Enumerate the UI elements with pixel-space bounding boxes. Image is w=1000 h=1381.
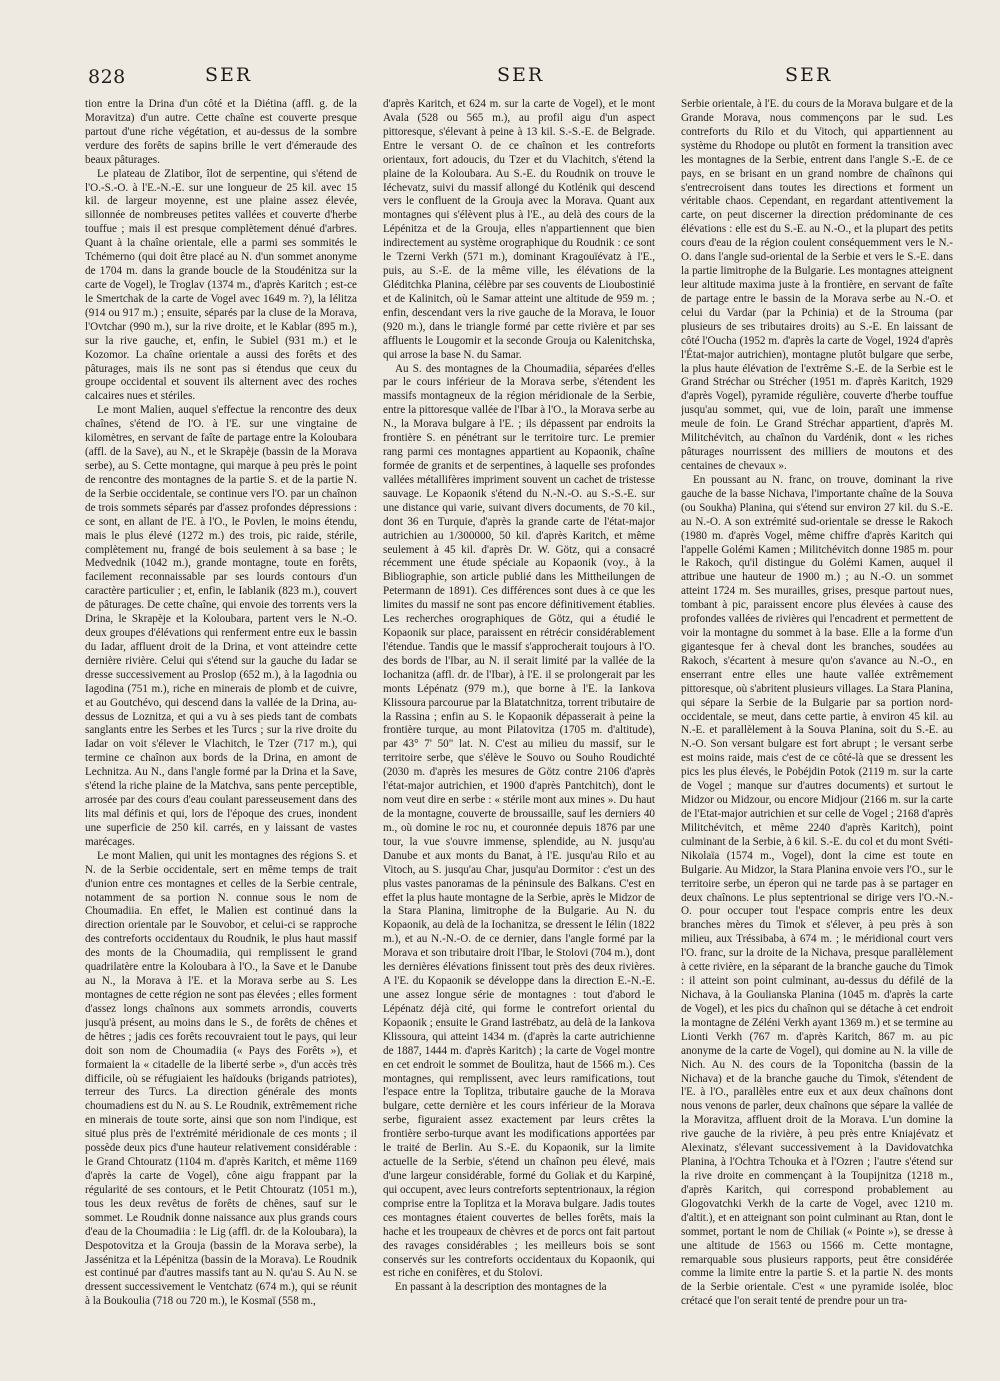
paragraph: Le mont Malien, auquel s'effectue la rencontre des deux chaînes, s'étend de l'O. à l'E. sur une vingtaine de kilomètres, en servant de faîte de partage entre la Koloubara (affl. de la Save), au N., et le Skrapèje (bassin de la Morava serbe), au S. Cette montagne, qui marque à peu près le point de rencontre des montagnes de la partie S. et de la partie N. de la Serbie occidentale, se continue vers l'O. par un chaînon de trois sommets séparés par d'assez profondes dépressions : ce sont, en allant de l'E. à l'O., le Povlen, le moins étendu, mais le plus élevé (1272 m.) des trois, pic raide, stérile, complètement nu, frangé de bois seulement à sa base ; le Medvednik (1042 m.), grande montagne, toute en forêts, facilement reconnaissable par ses lourds contours d'un caractère particulier ; et, enfin, le Iablanik (823 m.), couvert de pâturages. De cette chaîne, qui envoie des torrents vers la Drina, le Skrapèje et la Koloubara, partent vers le N.-O. deux groupes d'élévations qui renferment entre eux le bassin du Iadar, affluent droit de la Drina, et vont atteindre cette dernière rivière. Celui qui s'étend sur la gauche du Iadar se dresse successivement au Proslop (652 m.), à la Iagodnia ou Iagodina (751 m.), riche en minerais de plomb et de cuivre, et au Goutchévo, qui descend dans la vallée de la Drina, au-dessus de Loznitza, et qui a vu à ses pieds tant de combats sanglants entre les Serbes et les Turcs ; sur la rive droite du Iadar on voit s'élever le Vlachitch, le Tzer (717 m.), qui termine ce chaînon aux bords de la Drina, en amont de Lechnitza. Au N., dans l'angle formé par la Drina et la Save, s'étend la riche plaine de la Matchva, sans pente perceptible, arrosée par des cours d'eau coulant paresseusement dans des lits mal définis et qui, lors de l'époque des crues, inondent une superficie de 250 kil. carrés, en y laissant de vastes marécages. xyxy=(85,404,357,848)
paragraph: d'après Karitch, et 624 m. sur la carte de Vogel), et le mont Avala (528 ou 565 m.), au profil aigu d'un aspect pittoresque, s'élevant à peine à 13 kil. S.-S.-E. de Belgrade. Entre le versant O. de ce chaînon et les contreforts orientaux, fort adoucis, du Tzer et du Vlachitch, s'étend la plaine de la Koloubara. Au S.-E. du Roudnik on trouve le Iéchevatz, suivi du massif allongé du Kotlénik qui descend vers le confluent de la Grouja avec la Morava. Quant aux montagnes qui s'élèvent plus à l'E., au delà des cours de la Lépénitza et de la Grouja, elles n'appartiennent que bien indirectement au système orographique du Roudnik : ce sont le Tzerni Verkh (571 m.), dominant Kragouïévatz à l'E., puis, au S.-E. de la même ville, les élévations de la Gléditchka Planina, célèbre par ses couvents de Lioubostinié et de Kalinitch, où le Samar atteint une altitude de 959 m. ; enfin, descendant vers la rive gauche de la Morava, le Iouor (920 m.), dans le triangle formé par cette rivière et par ses affluents le Lougomir et la seconde Grouja ou Kalenitchska, qui arrose la base N. du Samar. xyxy=(383,98,655,361)
column-3 xyxy=(681,98,953,1363)
paragraph: Au S. des montagnes de la Choumadiia, séparées d'elles par le cours inférieur de la Morava serbe, s'étendent les massifs montagneux de la région méridionale de la Serbie, entre la pittoresque vallée de l'Ibar à l'O., la Morava serbe au N., la Morava bulgare à l'E. ; ils dépassent par endroits la frontière S. en pénétrant sur le territoire turc. Le premier rang parmi ces montagnes appartient au Kopaonik, chaîne formée de granits et de serpentines, à laquelle ses profondes vallées métallifères impriment souvent un cachet de tristesse sauvage. Le Kopaonik s'étend du N.-N.-O. au S.-S.-E. sur une distance qui varie, suivant divers documents, de 70 kil., dont 36 en Turquie, d'après la grande carte de l'état-major autrichien au 1/300000, 50 kil. d'après Karitch, et même seulement à 45 kil. d'après Dr. W. Götz, qui a consacré récemment une étude spéciale au Kopaonik (voy., à la Bibliographie, son article publié dans les Mittheilungen de Petermann de 1891). Ces différences sont dues à ce que les limites du massif ne sont pas encore définitivement établies. Les recherches orographiques de Götz, qui a étudié le Kopaonik sur place, paraissent en rétrécir considérablement l'étendue. Tandis que le massif s'approcherait toujours à l'O. des bords de l'Ibar, au N. il serait limité par la vallée de la Iochanitza (affl. dr. de l'Ibar), à l'E. il se prolongerait par les monts Lépénatz (979 m.), que borne à l'E. la Iankova Klissoura parcourue par la Blatatchnitza, torrent tributaire de la Rassina ; enfin au S. le Kopaonik dépasserait à peine la frontière turque, au mont Pilatovitza (1705 m. d'altitude), par 43° 7' 50" lat. N. C'est au milieu du massif, sur le territoire serbe, que s'élève le Souvo ou Souho Roudichté (2030 m. d'après les mesures de Götz contre 2106 d'après l'état-major autrichien, et 1900 d'après Pantchitch), dont le nom veut dire en serbe : « stérile mont aux mines ». Du haut de la montagne, couverte de broussaille, sauf les derniers 40 m., où domine le roc nu, et couronnée depuis 1876 par une tour, la vue s'ouvre immense, splendide, au N. jusqu'au Danube et aux monts du Banat, à l'E. jusqu'au Rilo et au Vitoch, au S. jusqu'au Char, jusqu'au Dormitor : c'est un des plus vastes panoramas de la péninsule des Balkans. C'est en effet la plus haute montagne de la Serbie, après le Midzor de la Stara Planina, limitrophe de la Bulgarie. Au N. du Kopaonik, au delà de la Iochanitza, se dressent le Iélin (1822 m.), et au N.-N.-O. de ce dernier, dans l'angle formé par la Morava et son tributaire droit l'Ibar, le Stolovi (704 m.), dont les dernières élévations finissent tout près des deux rivières. A l'E. du Kopaonik se développe dans la direction E.-N.-E. une assez longue série de montagnes : tout d'abord le Lépénatz déjà cité, qui forme le contrefort oriental du Kopaonik ; ensuite le Grand Iastrébatz, au delà de la Iankova Klissoura, qui atteint 1434 m. (d'après la carte autrichienne de 1887, 1444 m. d'après Karitch) ; la carte de Vogel montre en cet endroit le sommet de Boulitza, haut de 1566 m.). Ces montagnes, qui remplissent, avec leurs ramifications, tout l'espace entre la Toplitza, tributaire gauche de la Morava bulgare, cette dernière et les cours inférieur de la Morava serbe, figuraient assez exactement par leurs crêtes la frontière serbo-turque avant les modifications apportées par le traité de Berlin. Au S.-E. du Kopaonik, sur la limite actuelle de la Serbie, s'étend un chaînon peu élevé, mais d'une largeur considérable, formé du Goliak et du Karpiné, qui occupent, avec leurs contreforts septentrionaux, la région comprise entre la Toplitza et la Morava bulgare. Jadis toutes ces montagnes étaient couvertes de belles forêts, mais la hache et les troupeaux de chèvres et de porcs ont fait partout des ravages considérables ; les meilleurs bois se sont conservés sur les contreforts occidentaux du Kopaonik, qui est riche en conifères, et du Stolovi. xyxy=(383,362,655,1280)
paragraph: Serbie orientale, à l'E. du cours de la Morava bulgare et de la Grande Morava, nous commençons par le sud. Les contreforts du Rilo et du Vitoch, qui appartiennent au système du Rhodope ou plutôt en forment la transition avec les montagnes de la Serbie, entrent dans l'angle S.-E. de ce pays, en se brisant en un grand nombre de chaînons qui s'entrecroisent dans toutes les directions et forment un véritable chaos. Cependant, en regardant attentivement la carte, on peut discerner la direction prédominante de ces élévations : elle est du S.-E. au N.-O., et la plupart des petits cours d'eau de la région coulent conséquemment vers le N.-O. dans l'angle sud-oriental de la Serbie et vers le S.-E. dans la partie limitrophe de la Bulgarie. Les montagnes atteignent leur altitude maxima juste à la frontière, en servant de faîte de partage entre le bassin de la Morava serbe au N.-O. et celui du Vardar (par la Pchinia) et de la Strouma (par plusieurs de ses tributaires droits) au S.-E. En laissant de côté l'Oucha (1952 m. d'après la carte de Vogel, 1924 d'après l'État-major autrichien), montagne plutôt bulgare que serbe, la plus haute élévation de l'extrême S.-E. de la Serbie est le Grand Stréchar ou Strécher (1951 m. d'après Karitch, 1929 d'après Vogel), pyramide régulière, couverte d'herbe touffue jusqu'au sommet, qui, vue de loin, paraît une immense meule de foin. Le Grand Stréchar appartient, d'après M. Militchévitch, au chaînon du Vardénik, dont « les riches pâturages nourrissent des milliers de moutons et des centaines de chevaux ». xyxy=(681,98,953,472)
running-head-right: SER xyxy=(785,64,833,86)
paragraph: En poussant au N. franc, on trouve, dominant la rive gauche de la basse Nichava, l'importante chaîne de la Souva (ou Soukha) Planina, qui s'étend sur environ 27 kil. du S.-E. au N.-O. A son extrémité sud-orientale se dresse le Rakoch (1980 m. d'après Vogel, même chiffre d'après Karitch qui l'appelle Golémi Kamen ; Militchévitch donne 1985 m. pour le Rakoch, qu'il distingue du Golémi Kamen, auquel il attribue une hauteur de 1900 m.) ; au N.-O. un sommet atteint 1724 m. Ses murailles, grises, presque partout nues, tombant à pic, paraissent encore plus élevées à cause des profondes vallées de rivières qui l'encadrent et permettent de voir la montagne du sommet à la base. Elle a la forme d'un gigantesque fer à cheval dont les branches, soudées au Rakoch, s'écartent à mesure qu'on s'avance au N.-O., en enserrant entre elles une haute vallée extrêmement pittoresque, où s'abritent plusieurs villages. La Stara Planina, qui sépare la Serbie de la Bulgarie par sa portion nord-occidentale, se meut, dans cette partie, à environ 45 kil. au N.-E. et parallèlement à la Souva Planina, soit du S.-E. au N.-O. Son versant bulgare est fort abrupt ; le versant serbe est moins raide, mais c'est de ce côté-là que se dressent les pics les plus élevés, le Pobéjdin Potok (2119 m. sur la carte de Vogel ; manque sur d'autres documents) et surtout le Midzor ou Midzour, ou encore Midjour (2166 m. sur la carte de l'Etat-major autrichien et sur celle de Vogel ; 2168 d'après Militchévitch, et même 2240 d'après Karitch), point culminant de la Serbie, à 6 kil. S.-E. du col et du mont Svéti-Nikolaïa (1574 m., Vogel), dont la cime est toute en Bulgarie. Au Midzor, la Stara Planina envoie vers l'O., sur le territoire serbe, un éperon qui ne tarde pas à se partager en deux chaînons. Le plus septentrional se dirige vers l'O.-N.-O. pour occuper tout l'espace compris entre les deux branches mères du Timok et s'élever, à peu près à son milieu, aux Tréssibaba, à 674 m. ; le méridional court vers l'O. franc, sur la droite de la Nichava, presque parallèlement à cette rivière, en la séparant de la branche gauche du Timok : il atteint son point culminant, au-dessus du défilé de la Nichava, à la Goulianska Planina (1045 m. d'après la carte de Vogel), et les pics du chaînon qui se détache à cet endroit la montagne de Zéléni Verkh ayant 1369 m.) et se termine au Lionti Verkh (767 m. d'après Karitch, 867 m. au pic anonyme de la carte de Vogel), qui domine au N. la ville de Nich. Au N. des cours de la Toponitcha (bassin de la Nichava) et de la branche gauche du Timok, s'étendent de l'E. à l'O., parallèles entre eux et aux deux chaînons dont nous venons de parler, deux chaînons que sépare la vallée de la Moravitza, affluent droit de la Morava. L'un domine la rive gauche de la rivière, à peu près entre Kniajévatz et Alexinatz, s'élevant successivement à la Davidovatchka Planina, à l'Ochtra Tchouka et à l'Ozren ; l'autre s'étend sur la rive droite en commençant à la Toupijnitza (1218 m., d'après Karitch, qui correspond probablement au Glogovatchki Verkh de la carte de Vogel, avec 1210 m. d'altit.), et en atteignant son point culminant au Rtan, dont le sommet, portant le nom de Chiliak (« Pointe »), se dresse à une altitude de 1563 ou 1566 m. Cette montagne, remarquable sous plusieurs rapports, peut être considérée comme la limite entre la partie S. et la partie N. des monts de la Serbie orientale. C'est « une pyramide isolée, bloc crétacé que l'on serait tenté de prendre pour un tra- xyxy=(681,473,953,1308)
paragraph: Le mont Malien, qui unit les montagnes des régions S. et N. de la Serbie occidentale, sert en même temps de trait d'union entre ces montagnes et celles de la Serbie centrale, notamment de sa portion N. connue sous le nom de Choumadiia. En effet, le Malien est continué dans la direction orientale par le Souvobor, et celui-ci se rapproche des contreforts occidentaux du Roudnik, le plus haut massif des monts de la Choumadiia, qui remplissent le grand quadrilatère entre la Koloubara à l'O., la Save et le Danube au N., la Morava à l'E. et la Morava serbe au S. Les montagnes de cette région ne sont pas élevées ; elles forment d'assez longs chaînons aux sommets arrondis, couverts jusqu'à présent, au moins dans le S., de forêts de chênes et de hêtres ; jadis ces forêts recouvraient tout le pays, qui leur doit son nom de Choumadiia (« Pays des Forêts »), et formaient la « citadelle de la liberté serbe », d'un accès très difficile, où se réfugiaient les haïdouks (brigands patriotes), terreur des Turcs. La direction générale des monts choumadiens est du N. au S. Le Roudnik, extrêmement riche en minerais de toute sorte, ainsi que son nom l'indique, est situé plus près de l'extrémité méridionale de ces monts ; il possède deux pics d'une hauteur relativement considérable : le Grand Chtouratz (1104 m. d'après Karitch, et même 1169 d'après la carte de Vogel), cône aigu frappant par la régularité de ses contours, et le Petit Chtouratz (1051 m.), tous les deux revêtus de forêts de chênes, sauf sur le sommet. Le Roudnik donne naissance aux plus grands cours d'eau de la Choumadiia : le Lig (affl. dr. de la Koloubara), la Despotovitza et la Grouja (bassin de la Morava serbe), la Jassénitza et la Lépénitza (bassin de la Morava). Le Roudnik est continué par d'autres massifs tant au N. qu'au S. Au N. se dressent successivement le Ventchatz (674 m.), qui se réunit à la Boukoulia (718 ou 720 m.), le Kosmaï (558 m., xyxy=(85,849,357,1308)
running-head-center: SER xyxy=(497,64,545,86)
text-columns xyxy=(85,98,953,1363)
paragraph: Le plateau de Zlatibor, îlot de serpentine, qui s'étend de l'O.-S.-O. à l'E.-N.-E. sur une longueur de 25 kil. avec 15 kil. de largeur moyenne, est une plaine assez élevée, sillonnée de nombreuses petites vallées et couverte d'herbe touffue ; mais il est presque complètement dénué d'arbres. Quant à la chaîne orientale, elle a parmi ses sommités le Tchémerno (qui doit être placé au N. d'un sommet anonyme de 1704 m. dans la grande boucle de la Stoudénitza sur la carte de Vogel), le Troglav (1374 m., d'après Karitch ; est-ce le Smertchak de la carte de Vogel avec 1649 m. ?), la Iélitza (914 ou 917 m.) ; ensuite, séparés par la cluse de la Morava, l'Ovtchar (990 m.), sur la rive droite, et le Kablar (895 m.), sur la rive gauche, et, enfin, le Subiel (931 m.) et le Kozomor. La chaîne orientale a aussi des forêts et des pâturages, mais ils ne sont pas si étendus que ceux du groupe occidental et souvent ils alternent avec des roches calcaires nues et stériles. xyxy=(85,167,357,403)
paragraph: En passant à la description des montagnes de la xyxy=(395,1281,607,1294)
running-head-left: SER xyxy=(205,64,253,86)
page-header xyxy=(0,62,1000,94)
paragraph: tion entre la Drina d'un côté et la Diétina (affl. g. de la Moravitza) d'un autre. Cette chaîne est couverte presque partout d'une riche végétation, et au-dessus de la sombre verdure des forêts de sapins brille le vert d'émeraude des beaux pâturages. xyxy=(85,98,357,166)
column-1 xyxy=(85,98,357,1363)
column-2 xyxy=(383,98,655,1363)
page-number: 828 xyxy=(88,66,126,88)
